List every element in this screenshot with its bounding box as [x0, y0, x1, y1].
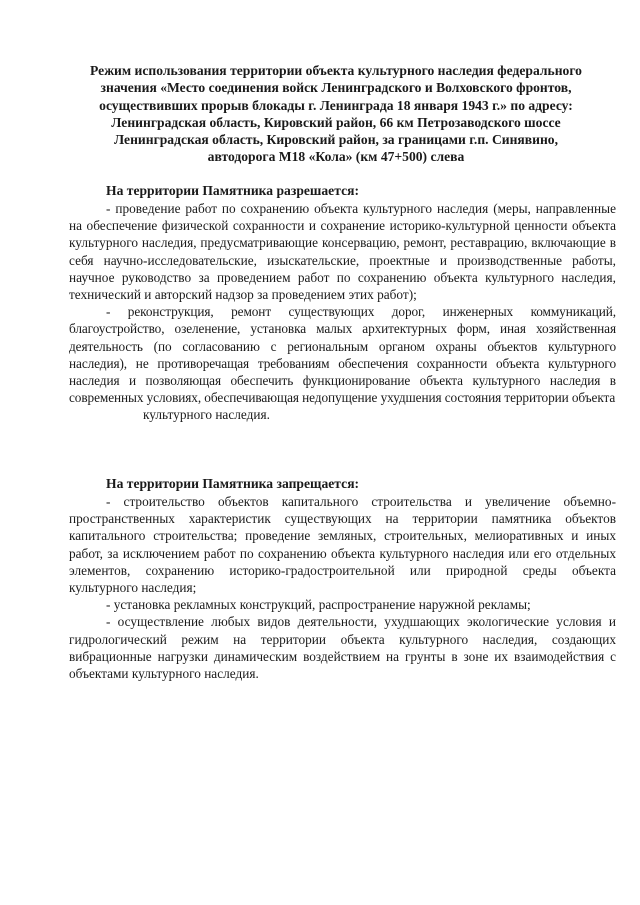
title-line: осуществивших прорыв блокады г. Ленинграда 18 января 1943 г.» по адресу: [99, 97, 573, 113]
forbidden-item: - установка рекламных конструкций, распространение наружной рекламы; [106, 597, 531, 613]
title-line: Ленинградская область, Кировский район, за границами г.п. Синявино, [114, 132, 558, 148]
allowed-tail: культурного наследия. [143, 407, 270, 423]
forbidden-section [69, 493, 616, 682]
document-title [60, 62, 612, 166]
forbidden-item: - осуществление любых видов деятельности, ухудшающих экологические условия и гидрологический режим на территории объекта культурного наследия, создающих вибрационные нагрузки динамическим воздействием на грунты в зоне их взаимодействия с объектами культурного наследия. [69, 614, 616, 682]
allowed-heading: На территории Памятника разрешается: [106, 183, 359, 198]
title-line: автодорога М18 «Кола» (км 47+500) слева [207, 149, 465, 165]
allowed-item: - реконструкция, ремонт существующих дорог, инженерных коммуникаций, благоустройство, озеленение, установка малых архитектурных форм, иная хозяйственная деятельность (по согласованию с региональным органом охраны объектов культурного наследия), не противоречащая требованиям обеспечения сохранности объекта культурного наследия и позволяющая обеспечить функционирование объекта культурного наследия в современных условиях, обеспечивающая недопущение ухудшения состояния территории объекта [69, 304, 616, 406]
title-line: Ленинградская область, Кировский район, 66 км Петрозаводского шоссе [111, 114, 561, 130]
allowed-section [69, 200, 616, 424]
title-line: значения «Место соединения войск Ленинградского и Волховского фронтов, [100, 80, 572, 96]
allowed-item: - проведение работ по сохранению объекта культурного наследия (меры, направленные на обеспечение физической сохранности и сохранение историко-культурной ценности объекта культурного наследия, предусматривающие консервацию, ремонт, реставрацию, включающие в себя научно-исследовательские, изыскательские, проектные и производственные работы, научное руководство за проведением работ по сохранению объекта культурного наследия, технический и авторский надзор за проведением этих работ); [69, 201, 616, 303]
forbidden-item: - строительство объектов капитального строительства и увеличение объемно-пространственных характеристик существующих на территории памятника объектов капитального строительства; проведение земляных, строительных, мелиоративных и иных работ, за исключением работ по сохранению объекта культурного наследия или его отдельных элементов, сохранению историко-градостроительной или природной среды объекта культурного наследия; [69, 494, 616, 596]
forbidden-heading: На территории Памятника запрещается: [106, 476, 360, 491]
title-line: Режим использования территории объекта культурного наследия федерального [90, 63, 582, 78]
